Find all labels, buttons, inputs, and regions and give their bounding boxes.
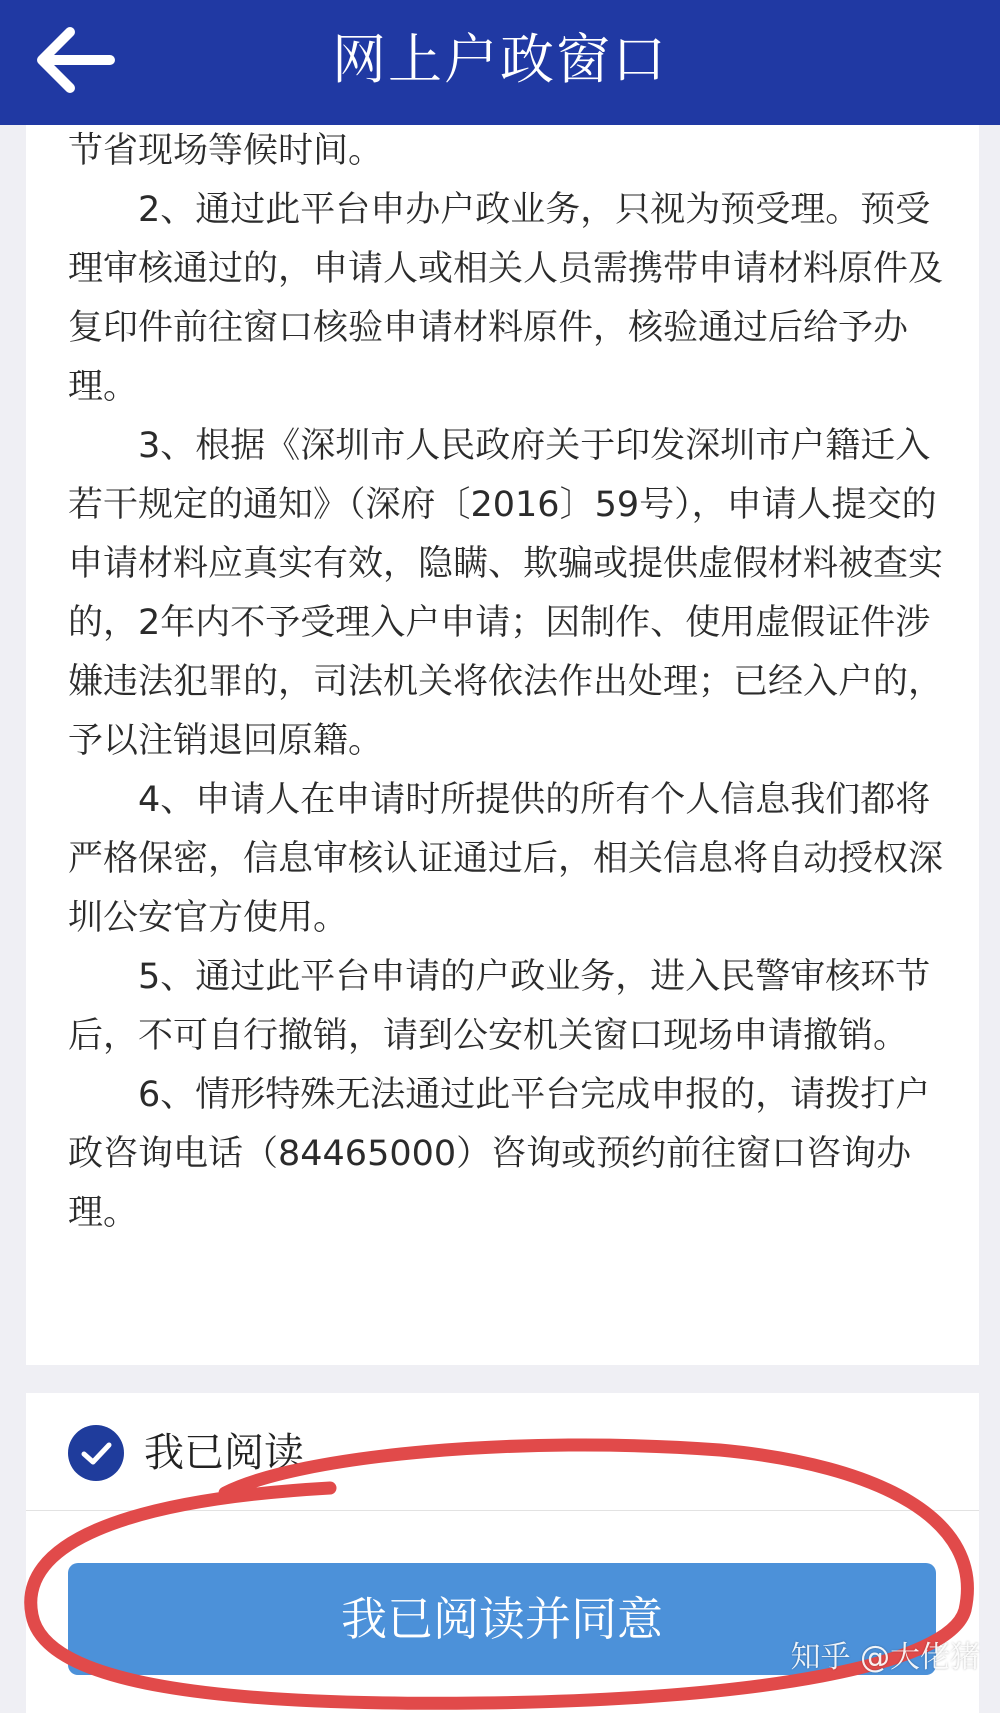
agree-button[interactable]: 我已阅读并同意 <box>68 1563 936 1675</box>
checkmark-icon <box>68 1425 124 1481</box>
notice-paragraph: 3、根据《深圳市人民政府关于印发深圳市户籍迁入若干规定的通知》（深府〔2016〕59号），申请人提交的申请材料应真实有效，隐瞒、欺骗或提供虚假材料被查实的，2年内不予受理入户申请；因制作、使用虚假证件涉嫌违法犯罪的，司法机关将依法作出处理；已经入户的，予以注销退回原籍。 <box>68 426 944 761</box>
read-checkbox[interactable] <box>68 1425 124 1481</box>
notice-paragraph: 节省现场等候时间。 <box>68 131 384 171</box>
app-header <box>0 0 1000 125</box>
checkbox-label[interactable]: 我已阅读 <box>144 1430 304 1476</box>
notice-paragraph: 6、情形特殊无法通过此平台完成申报的，请拨打户政咨询电话（84465000）咨询或预约前往窗口咨询办理。 <box>68 1075 931 1233</box>
notice-paragraph: 4、申请人在申请时所提供的所有个人信息我们都将严格保密，信息审核认证通过后，相关信息将自动授权深圳公安官方使用。 <box>68 780 944 938</box>
notice-content <box>68 125 960 1243</box>
divider <box>26 1510 979 1511</box>
watermark: 知乎 @大佬猪 <box>790 1640 980 1675</box>
notice-paragraph: 2、通过此平台申办户政业务，只视为预受理。预受理审核通过的，申请人或相关人员需携带申请材料原件及复印件前往窗口核验申请材料原件，核验通过后给予办理。 <box>68 190 944 407</box>
page-title: 网上户政窗口 <box>332 28 668 91</box>
notice-card[interactable] <box>26 125 979 1365</box>
notice-paragraph: 5、通过此平台申请的户政业务，进入民警审核环节后，不可自行撤销，请到公安机关窗口现场申请撤销。 <box>68 957 931 1056</box>
